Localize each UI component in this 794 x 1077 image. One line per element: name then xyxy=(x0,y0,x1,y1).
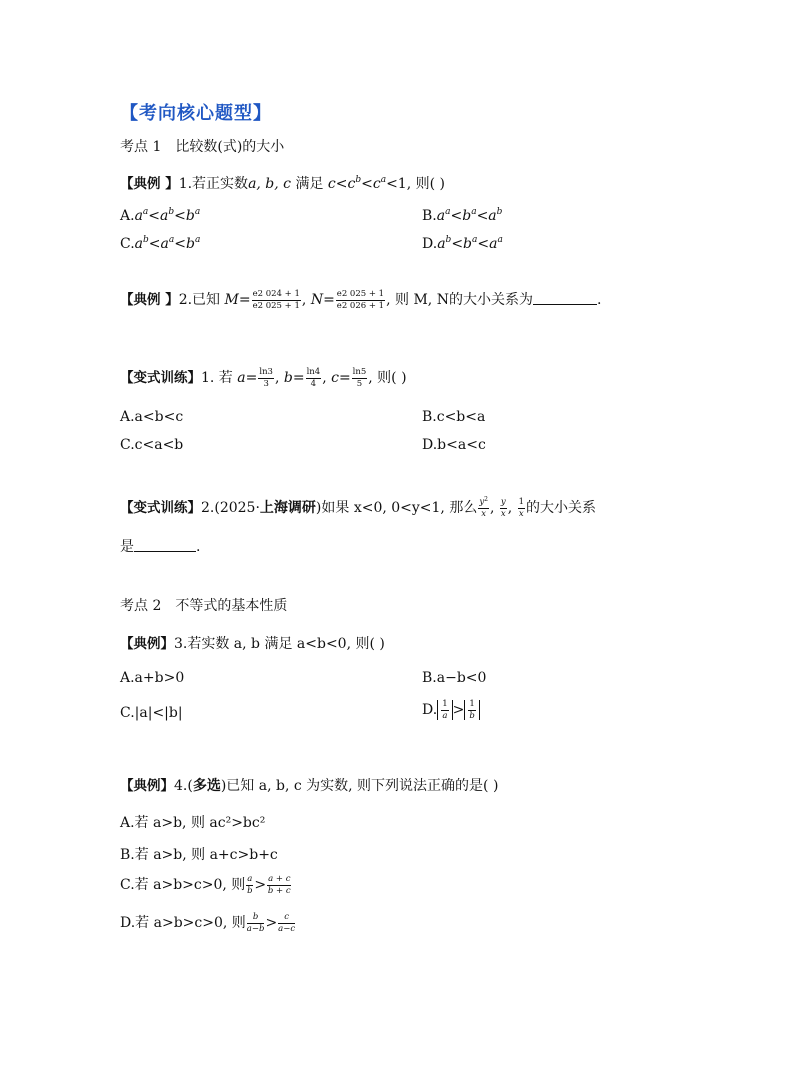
option-a: A.a+b>0 xyxy=(120,670,185,686)
option-d: D.b<a<c xyxy=(422,437,486,453)
option-d: D. $\frac{1}{a}$ > $\frac{1}{b}$ xyxy=(422,700,480,720)
option-b: B.若 a>b, 则 a+c>b+c xyxy=(120,847,278,863)
answer-blank[interactable] xyxy=(134,539,196,552)
question-source: 上海调研 xyxy=(259,500,316,516)
kaodian-title: 不等式的基本性质 xyxy=(175,598,288,614)
fraction-1-x: $\frac{1}{x}$ xyxy=(518,497,525,519)
question-text: 3.若实数 a, b 满足 a<b<0, 则( ) xyxy=(174,636,385,652)
section-title: 【考向核心题型】 xyxy=(120,103,272,124)
question-text: )如果 x<0, 0<y<1, 那么 xyxy=(315,500,478,516)
question-text: )已知 a, b, c 为实数, 则下列说法正确的是( ) xyxy=(220,778,499,794)
fraction-b: $\frac{\ln 4}{4}$ xyxy=(306,367,321,389)
option-a: A.a<b<c xyxy=(120,409,184,425)
question-text: 2.已知 xyxy=(178,292,221,308)
question-text: 则 M, N的大小关系为 xyxy=(395,292,533,308)
fraction-a: $\frac{\ln 3}{3}$ xyxy=(259,367,273,389)
option-c: C.c<a<b xyxy=(120,437,184,453)
option-a: $A.a^a<a^b<b^a$ xyxy=(120,207,201,224)
question-text: 满足 xyxy=(295,176,324,192)
question-3: 【变式训练】1. 若 a= $\frac{\ln 3}{3}$ , b= $\frac{\ln 4}{4}$ , c= $\frac{\ln 5}{5}$ , 则( ) xyxy=(120,367,407,389)
question-tag: 【典例 】 xyxy=(120,176,179,192)
kaodian-1-heading xyxy=(120,136,284,156)
option-d: D.若 a>b>c>0, 则 $\frac{b}{a-b}$ > $\frac{c}{a-c}$ xyxy=(120,912,296,934)
question-text: 1. 若 xyxy=(201,370,233,386)
question-4-line2: 是 . xyxy=(120,539,201,555)
question-text: 的大小关系 xyxy=(526,500,597,516)
question-2: 【典例 】2.已知 M= $\frac{e2 024 + 1}{e2 025 + 1}$ , N= $\frac{e2 025 + 1}{e2 026 + 1}$ , 则 M, N的大小关系为 . xyxy=(120,289,602,311)
option-b: B.c<b<a xyxy=(422,409,486,425)
multi-select-label: 多选 xyxy=(192,778,221,794)
option-c: C.若 a>b>c>0, 则 $\frac{a}{b}$ > $\frac{a + c}{b + c}$ xyxy=(120,874,291,896)
question-tag: 【典例 】 xyxy=(120,292,179,308)
question-vars: a, b, c xyxy=(248,176,292,192)
option-c: C.|a|<|b| xyxy=(120,705,183,721)
question-4: 【变式训练】2.(2025·上海调研)如果 x<0, 0<y<1, 那么 $\frac{y^2}{x}$ , $\frac{y}{x}$ , $\frac{1}{x}$ 的大小关系 xyxy=(120,496,597,519)
kaodian-title: 比较数(式)的大小 xyxy=(175,139,285,155)
fraction-n: $\frac{e2 025 + 1}{e2 026 + 1}$ xyxy=(336,289,385,311)
question-tag: 【变式训练】 xyxy=(120,370,201,386)
answer-blank[interactable] xyxy=(533,292,597,305)
option-d: $D.a^b<b^a<a^a$ xyxy=(422,235,503,252)
question-text: 2.(2025· xyxy=(201,500,260,516)
question-tag: 【变式训练】 xyxy=(120,500,201,516)
fraction-m: $\frac{e2 024 + 1}{e2 025 + 1}$ xyxy=(252,289,300,311)
question-tag: 【典例】 xyxy=(120,636,174,652)
option-b: $B.a^a<b^a<a^b$ xyxy=(422,207,503,224)
question-5 xyxy=(120,632,385,653)
question-6 xyxy=(120,774,498,795)
fraction-y2-x: $\frac{y^2}{x}$ xyxy=(479,496,488,519)
kaodian-label: 考点 2 xyxy=(120,598,162,614)
question-1: 【典例 】1.若正实数a, b, c 满足 $c<c^b<c^a<1$, 则( ) xyxy=(120,175,445,192)
answer-paren: ( ) xyxy=(429,176,445,192)
question-text: 1.若正实数 xyxy=(178,176,249,192)
option-c: $C.a^b<a^a<b^a$ xyxy=(120,235,201,252)
kaodian-2-heading xyxy=(120,595,287,615)
question-tag: 【典例】 xyxy=(120,778,174,794)
answer-paren: , 则( ) xyxy=(368,370,407,386)
question-text: 4.( xyxy=(174,778,193,794)
option-b: B.a−b<0 xyxy=(422,670,487,686)
kaodian-label: 考点 1 xyxy=(120,139,162,155)
fraction-y-x: $\frac{y}{x}$ xyxy=(500,497,506,519)
option-a: A.若 a>b, 则 ac²>bc² xyxy=(120,815,266,831)
fraction-c: $\frac{\ln 5}{5}$ xyxy=(352,367,367,389)
